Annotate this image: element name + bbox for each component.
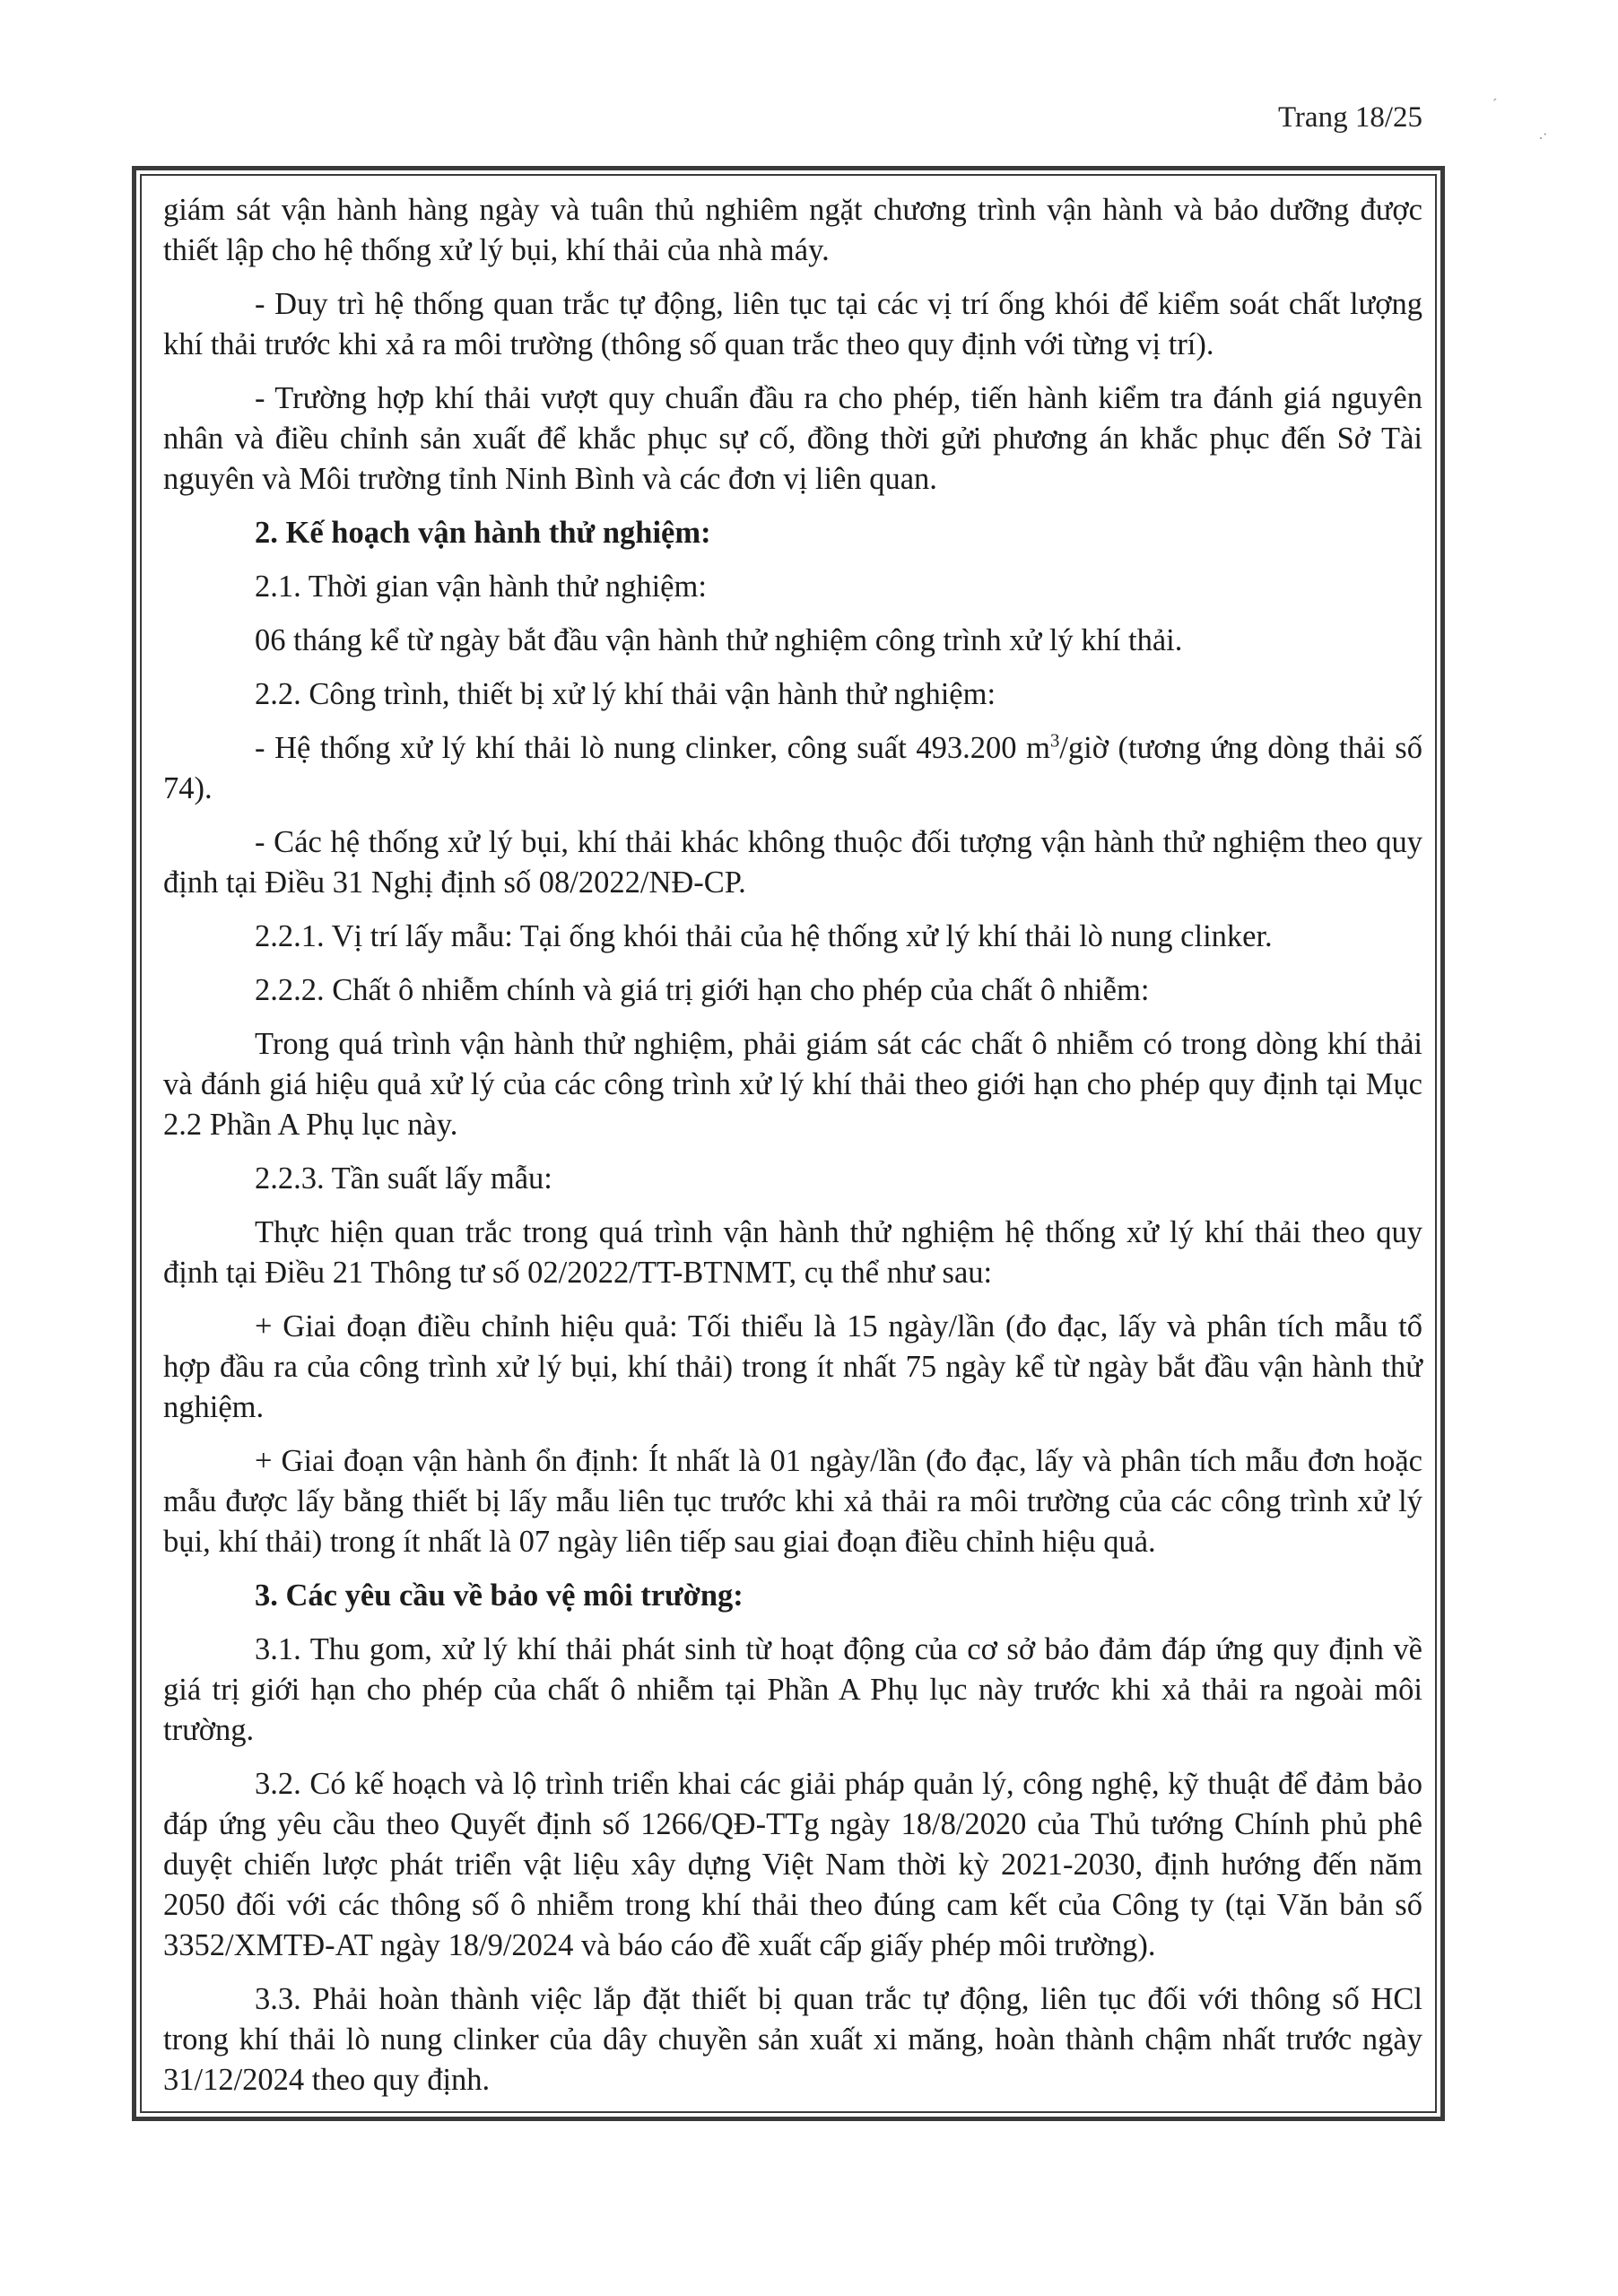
section-heading: 2. Kế hoạch vận hành thử nghiệm: (255, 516, 711, 550)
text-segment: /giờ (tương ứng dòng thải số 74). (163, 731, 1422, 805)
paragraph: giám sát vận hành hàng ngày và tuân thủ nghiêm ngặt chương trình vận hành và bảo dưỡng được thiết lập cho hệ thống xử lý bụi, khí thải của nhà máy. (163, 193, 1422, 267)
paragraph: 3.3. Phải hoàn thành việc lắp đặt thiết bị quan trắc tự động, liên tục đối với thông số HCl trong khí thải lò nung clinker của dây chuyền sản xuất xi măng, hoàn thành chậm nhất trước ngày 31/12/2024 theo quy định. (163, 1982, 1422, 2097)
section-heading: 3. Các yêu cầu về bảo vệ môi trường: (255, 1578, 744, 1613)
paragraph: + Giai đoạn vận hành ổn định: Ít nhất là 01 ngày/lần (đo đạc, lấy và phân tích mẫu đơn hoặc mẫu được lấy bằng thiết bị lấy mẫu liên tục trước khi xả thải ra môi trường của các công trình xử lý bụi, khí thải) trong ít nhất là 07 ngày liên tiếp sau giai đoạn điều chỉnh hiệu quả. (163, 1444, 1422, 1559)
paragraph: 2.2.1. Vị trí lấy mẫu: Tại ống khói thải của hệ thống xử lý khí thải lò nung clinker. (255, 919, 1273, 953)
document-body (163, 190, 1422, 2114)
scan-mark: .· (1539, 127, 1548, 143)
paragraph: - Trường hợp khí thải vượt quy chuẩn đầu ra cho phép, tiến hành kiểm tra đánh giá nguyên nhân và điều chỉnh sản xuất để khắc phục sự cố, đồng thời gửi phương án khắc phục đến Sở Tài nguyên và Môi trường tỉnh Ninh Bình và các đơn vị liên quan. (163, 381, 1422, 496)
page-number: Trang 18/25 (1277, 101, 1422, 134)
subsection-heading: 2.1. Thời gian vận hành thử nghiệm: (255, 570, 707, 604)
subsection-heading: 2.2. Công trình, thiết bị xử lý khí thải vận hành thử nghiệm: (255, 677, 996, 711)
scan-mark: ´ (1492, 97, 1498, 112)
paragraph: 2.2.2. Chất ô nhiễm chính và giá trị giới hạn cho phép của chất ô nhiễm: (255, 973, 1150, 1007)
paragraph: 06 tháng kể từ ngày bắt đầu vận hành thử nghiệm công trình xử lý khí thải. (255, 623, 1183, 657)
paragraph: 2.2.3. Tần suất lấy mẫu: (255, 1161, 552, 1196)
paragraph: 3.1. Thu gom, xử lý khí thải phát sinh từ hoạt động của cơ sở bảo đảm đáp ứng quy định về giá trị giới hạn cho phép của chất ô nhiễm tại Phần A Phụ lục này trước khi xả thải ra ngoài môi trường. (163, 1632, 1422, 1747)
paragraph: - Duy trì hệ thống quan trắc tự động, liên tục tại các vị trí ống khói để kiểm soát chất lượng khí thải trước khi xả ra môi trường (thông số quan trắc theo quy định với từng vị trí). (163, 287, 1422, 361)
text-segment: - Hệ thống xử lý khí thải lò nung clinker, công suất 493.200 m (255, 731, 1050, 765)
paragraph: Thực hiện quan trắc trong quá trình vận hành thử nghiệm hệ thống xử lý khí thải theo quy định tại Điều 21 Thông tư số 02/2022/TT-BTNMT, cụ thể như sau: (163, 1215, 1422, 1290)
paragraph: + Giai đoạn điều chỉnh hiệu quả: Tối thiểu là 15 ngày/lần (đo đạc, lấy và phân tích mẫu tổ hợp đầu ra của công trình xử lý bụi, khí thải) trong ít nhất 75 ngày kể từ ngày bắt đầu vận hành thử nghiệm. (163, 1309, 1422, 1424)
superscript: 3 (1049, 731, 1060, 752)
paragraph: - Các hệ thống xử lý bụi, khí thải khác không thuộc đối tượng vận hành thử nghiệm theo quy định tại Điều 31 Nghị định số 08/2022/NĐ-CP. (163, 825, 1422, 900)
paragraph (163, 728, 1422, 809)
paragraph: Trong quá trình vận hành thử nghiệm, phải giám sát các chất ô nhiễm có trong dòng khí thải và đánh giá hiệu quả xử lý của các công trình xử lý khí thải theo giới hạn cho phép quy định tại Mục 2.2 Phần A Phụ lục này. (163, 1027, 1422, 1142)
paragraph: 3.2. Có kế hoạch và lộ trình triển khai các giải pháp quản lý, công nghệ, kỹ thuật để đảm bảo đáp ứng yêu cầu theo Quyết định số 1266/QĐ-TTg ngày 18/8/2020 của Thủ tướng Chính phủ phê duyệt chiến lược phát triển vật liệu xây dựng Việt Nam thời kỳ 2021-2030, định hướng đến năm 2050 đối với các thông số ô nhiễm trong khí thải theo đúng cam kết của Công ty (tại Văn bản số 3352/XMTĐ-AT ngày 18/9/2024 và báo cáo đề xuất cấp giấy phép môi trường). (163, 1767, 1422, 1962)
